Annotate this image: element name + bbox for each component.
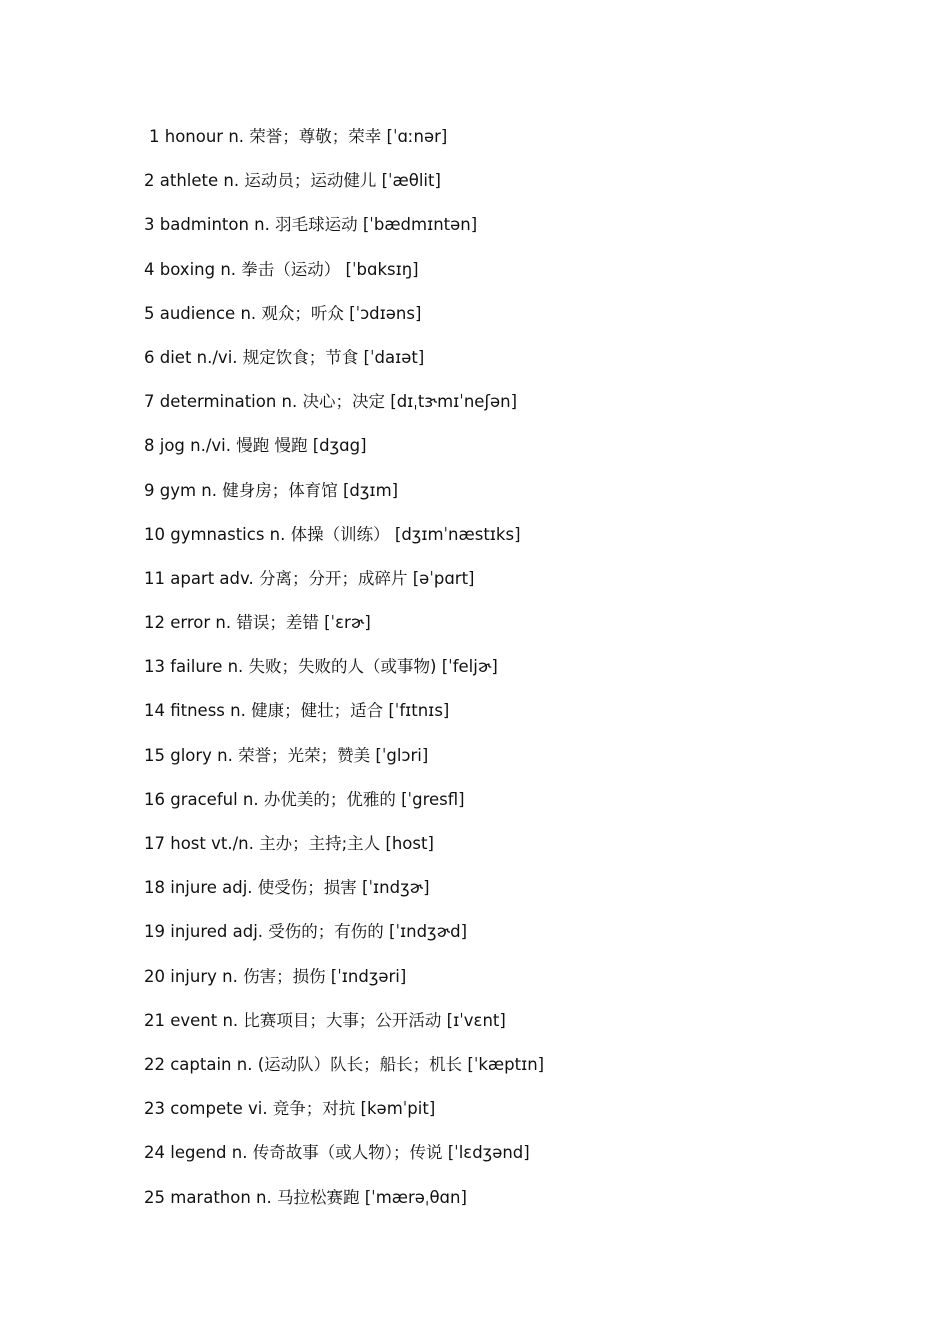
vocabulary-list: [144, 122, 544, 1227]
vocab-entry-11: 11 apart adv. 分离；分开；成碎片 [əˈpɑrt]: [144, 568, 475, 588]
vocab-entry-12: 12 error n. 错误；差错 [ˈɛrɚ]: [144, 613, 371, 633]
vocab-entry-16: 16 graceful n. 办优美的；优雅的 [ˈgresfl]: [144, 789, 465, 809]
vocab-entry-3: 3 badminton n. 羽毛球运动 [ˈbædmɪntən]: [144, 215, 478, 235]
vocab-entry-5: 5 audience n. 观众；听众 [ˈɔdɪəns]: [144, 303, 422, 323]
vocab-entry-17: 17 host vt./n. 主办；主持;主人 [host]: [144, 834, 434, 853]
vocab-entry-14: 14 fitness n. 健康；健壮；适合 [ˈfɪtnɪs]: [144, 701, 450, 721]
vocab-entry-2: 2 athlete n. 运动员；运动健儿 [ˈæθlit]: [144, 171, 441, 191]
vocab-entry-15: 15 glory n. 荣誉；光荣；赞美 [ˈglɔri]: [144, 745, 429, 765]
vocab-entry-7: 7 determination n. 决心；决定 [dɪˌtɝmɪˈneʃən]: [144, 392, 518, 412]
vocab-entry-4: 4 boxing n. 拳击（运动） [ˈbɑksɪŋ]: [144, 259, 419, 279]
vocab-entry-8: 8 jog n./vi. 慢跑 慢跑 [dʒɑg]: [144, 436, 367, 456]
vocab-entry-10: 10 gymnastics n. 体操（训练） [dʒɪmˈnæstɪks]: [144, 524, 521, 544]
vocab-entry-13: 13 failure n. 失败；失败的人（或事物) [ˈfeljɚ]: [144, 657, 498, 677]
vocab-entry-24: 24 legend n. 传奇故事（或人物）；传说 [ˈlɛdʒənd]: [144, 1143, 530, 1163]
vocab-entry-25: 25 marathon n. 马拉松赛跑 [ˈmærəˌθɑn]: [144, 1187, 467, 1207]
vocab-entry-19: 19 injured adj. 受伤的；有伤的 [ˈɪndʒɚd]: [144, 922, 468, 942]
vocab-entry-22: 22 captain n. (运动队）队长；船长；机长 [ˈkæptɪn]: [144, 1054, 545, 1074]
vocab-entry-18: 18 injure adj. 使受伤；损害 [ˈɪndʒɚ]: [144, 878, 430, 898]
vocab-entry-9: 9 gym n. 健身房；体育馆 [dʒɪm]: [144, 480, 399, 500]
vocab-entry-20: 20 injury n. 伤害；损伤 [ˈɪndʒəri]: [144, 966, 407, 986]
vocab-entry-1: 1 honour n. 荣誉；尊敬；荣幸 [ˈɑːnər]: [149, 127, 448, 146]
vocab-entry-23: 23 compete vi. 竞争；对抗 [kəmˈpit]: [144, 1099, 436, 1119]
vocab-entry-21: 21 event n. 比赛项目；大事；公开活动 [ɪˈvɛnt]: [144, 1010, 506, 1030]
vocab-entry-6: 6 diet n./vi. 规定饮食；节食 [ˈdaɪət]: [144, 347, 425, 367]
